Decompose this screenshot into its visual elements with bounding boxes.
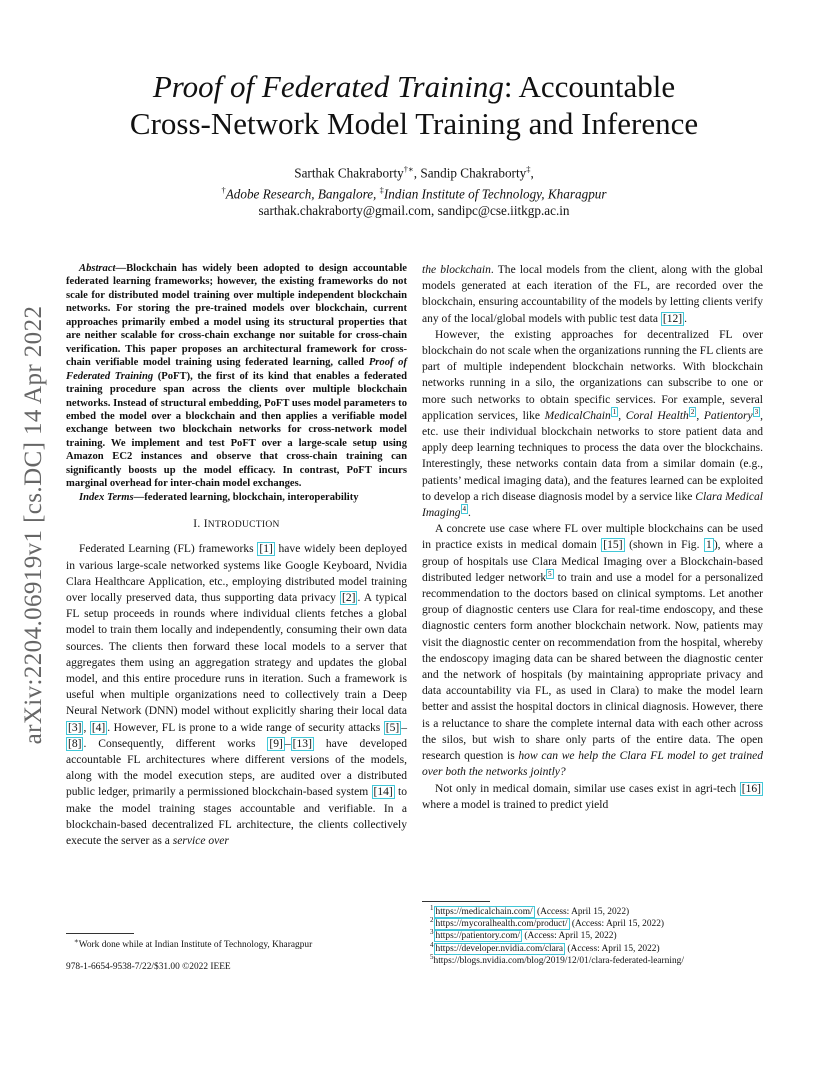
- text: –: [284, 737, 291, 750]
- footnote-url-link[interactable]: https://developer.nvidia.com/clara: [435, 943, 564, 954]
- left-column: [66, 262, 407, 849]
- citation-link[interactable]: [12]: [662, 312, 683, 325]
- text: –: [401, 721, 408, 734]
- title-rest: : Accountable: [503, 69, 676, 104]
- copyright-text: 978-1-6654-9538-7/22/$31.00 ©2022 IEEE: [66, 962, 231, 972]
- affiliation-2: Indian Institute of Technology, Kharagpur: [383, 186, 607, 202]
- abstract: [66, 262, 407, 491]
- footnote-mark: 4: [430, 940, 434, 949]
- citation-link[interactable]: [4]: [91, 721, 106, 734]
- footnote-url-link[interactable]: https://medicalchain.com/: [435, 907, 533, 917]
- footnote-url-link[interactable]: https://patientory.com/: [435, 931, 521, 942]
- copyright-notice: [66, 961, 406, 973]
- abstract-text-b: (PoFT), the first of its kind that enables a federated training procedure span across the clients over multiple blockchain networks. Instead of structural embedding, PoFT uses model parameters to embed the model over a blockchain and then applies a verifiable model exchange between two blockchain networks for cross-network model training. We implement and test PoFT over a large-scale setup using Amazon EC2 instances and observe that cross-chain training can significantly boosts up the model efficacy. In contrast, PoFT incurs marginal overhead for inter-chain model exchanges.: [66, 370, 407, 490]
- intro-paragraph-4: [422, 781, 763, 813]
- abstract-text-a: Blockchain has widely been adopted to design accountable federated learning frameworks; however, the existing frameworks do not scale for distributed model training over multiple independent blockchain networks. For storing the pre-trained models over blockchain, current approaches primarily embed a model using its structural properties that are neither scalable for cross-chain exchange nor suitable for cross-chain verification. This paper proposes an architectural framework for cross-chain verifiable model training using federated learning, called: [66, 263, 407, 369]
- footnote-mark: 1: [430, 903, 434, 912]
- citation-link[interactable]: [1]: [259, 543, 273, 556]
- text-italic: how can we help the Clara FL model to get trained over both the networks jointly?: [422, 750, 763, 779]
- footnote-item: [430, 952, 820, 967]
- author-1: Sarthak Chakraborty: [294, 165, 404, 181]
- text-italic: the blockchain: [422, 264, 491, 276]
- text: to train and use a model for a personalized recommendation to the doctors based on clinical symptoms. Let another group of diagnostic centers use Clara for real-time endoscopy, and these diagnostic centers form another blockchain network. Now, patients may visit the diagnostic center on recommendation from the hospital, whereby the endoscopy imaging data can be shared between the diagnostic center and the network of hospitals (by maintaining appropriate privacy and data accountability via FL, as used in Clara) to make the model learn better and assist the hospital doctors in clinical diagnosis. However, there is a reluctance to share the complete internal data with each other across the silos, but wish to share only parts of the entire data. The open research question is: [422, 571, 763, 763]
- author-block: [100, 161, 728, 219]
- footnote-text: Work done while at Indian Institute of Technology, Kharagpur: [78, 940, 313, 950]
- text: A concrete use case where FL over multiple blockchains can be used in practice exists in medical domain: [422, 523, 763, 552]
- footnote-item: [430, 930, 820, 942]
- author-1-marks: †∗: [403, 164, 414, 174]
- affiliations: [100, 182, 728, 203]
- footnote-note: (Access: April 15, 2022): [522, 931, 617, 942]
- footnote-link[interactable]: 3: [754, 407, 759, 416]
- footnotes-right: [430, 903, 820, 967]
- footnote-note: (Access: April 15, 2022): [565, 943, 660, 954]
- figure-link[interactable]: 1: [706, 539, 712, 552]
- text: ,: [618, 409, 626, 422]
- citation-link[interactable]: [3]: [68, 721, 82, 734]
- title-italic: Proof of Federated Training: [152, 69, 504, 104]
- text-italic: Clara Medical Imaging: [422, 490, 764, 520]
- text: However, the existing approaches for decentralized FL over blockchain do not scale when the organizations running the FL clients are part of multiple independent blockchain networks. With blockchain networks running in a silo, the organizations can subscribe to one or more such networks to obtain specific services. For example, several application services, like: [422, 328, 763, 422]
- footnote-link[interactable]: 5: [548, 570, 552, 579]
- author-names: [100, 161, 728, 182]
- index-terms-label: Index Terms: [79, 491, 134, 503]
- intro-paragraph-1: [66, 541, 407, 849]
- text: .: [468, 507, 471, 520]
- author-2: , Sandip Chakraborty: [413, 165, 527, 181]
- text: to make the model training stages accountable and verifiable. In a blockchain-based decentralized FL architecture, the clients collectively execute the server as a: [66, 786, 407, 848]
- citation-link[interactable]: [13]: [292, 737, 312, 750]
- footnote-url-link[interactable]: https://mycoralhealth.com/product/: [435, 919, 568, 930]
- section-numeral: I.: [193, 518, 204, 531]
- text: . The local models from the client, along with the global models generated at each iteration of the FL, are recorded over the blockchain, ensuring accountability of the models by letting clients verify any of the local/global models with public test data: [422, 264, 764, 325]
- text: . A typical FL setup proceeds in rounds where individual clients fetches a global model to train them locally and independently, consuming their own data sources. The clients then forward these local models to a server that aggregates them using an aggregation strategy and updates the global model, and this entire procedure runs in iteration. Such a framework is useful when multiple organizations need to collectively train a Deep Neural Network (DNN) model without explicitly sharing their local data: [66, 591, 407, 718]
- affiliation-1: Adobe Research, Bangalore,: [225, 186, 380, 202]
- author-2-marks: ‡: [526, 164, 531, 174]
- footnote-item: [430, 940, 820, 955]
- text: have developed accountable FL architectures where different versions of the models, along with the model execution steps, are audited over a distributed public ledger, primarily a permissioned blockchain-based system: [66, 737, 407, 799]
- index-terms: [66, 491, 407, 504]
- section-heading-introduction: [66, 516, 407, 533]
- abstract-label: Abstract: [79, 263, 116, 274]
- right-column: [422, 262, 763, 813]
- author-emails: sarthak.chakraborty@gmail.com, sandipc@cse.iitkgp.ac.in: [258, 202, 570, 218]
- footnote-note: (Access: April 15, 2022): [534, 907, 630, 917]
- footnote-link[interactable]: 2: [690, 407, 695, 416]
- text: where a model is trained to predict yield: [422, 798, 609, 811]
- citation-link[interactable]: [14]: [373, 786, 393, 799]
- footnote-rule-right: [422, 901, 490, 902]
- text-italic: Coral Health: [625, 409, 689, 422]
- intro-paragraph-cont: [422, 262, 763, 327]
- footnote-mark: 5: [430, 952, 434, 961]
- footnote-link[interactable]: 1: [612, 407, 617, 416]
- footnote-item: [430, 903, 820, 918]
- text: . However, FL is prone to a wide range of security attacks: [107, 721, 384, 734]
- footnote-left: [74, 936, 414, 951]
- aff-mark-1: †: [221, 184, 226, 195]
- text: Not only in medical domain, similar use cases exist in agri-tech: [435, 782, 740, 795]
- text: ,: [83, 721, 90, 734]
- text: . Consequently, different works: [83, 737, 268, 750]
- citation-link[interactable]: [2]: [342, 591, 356, 604]
- footnote-mark: 3: [430, 928, 434, 937]
- citation-link[interactable]: [9]: [269, 737, 283, 750]
- citation-link[interactable]: [15]: [603, 539, 623, 552]
- intro-paragraph-3: [422, 521, 763, 780]
- abstract-italic: Proof of Federated Training: [66, 357, 407, 382]
- title-line2: Cross-Network Model Training and Inference: [129, 106, 699, 141]
- footnote-url-link[interactable]: https://blogs.nvidia.com/blog/2019/12/01/clara-federated-learning/: [433, 955, 684, 966]
- text: ,: [696, 409, 704, 422]
- text: , etc. use their individual blockchain networks to store patient data and apply deep learning techniques to process the data over the blockchains. Interestingly, these networks contain data from a similar domain (e.g., patients’ medical imaging data), and the features learned can be exploited to develop a rich disease diagnosis model by a service like: [422, 409, 764, 503]
- text-italic: MedicalChain: [544, 409, 611, 422]
- footnote-item: [430, 918, 820, 930]
- citation-link[interactable]: [8]: [68, 737, 82, 750]
- intro-paragraph-2: [422, 327, 763, 521]
- text-italic: Patientory: [703, 409, 753, 422]
- aff-mark-2: ‡: [379, 184, 384, 195]
- footnote-mark: ∗: [74, 936, 79, 945]
- footnote-rule-left: [66, 933, 134, 934]
- footnote-link[interactable]: 4: [462, 505, 466, 514]
- section-rest: NTRODUCTION: [207, 520, 280, 531]
- paper-title: [70, 68, 758, 142]
- abstract-dash: —: [115, 263, 127, 274]
- text: .: [684, 312, 688, 325]
- arxiv-identifier: [12, 290, 56, 760]
- section-cap: I: [203, 518, 208, 531]
- citation-link[interactable]: [5]: [385, 721, 400, 734]
- citation-link[interactable]: [16]: [741, 782, 761, 795]
- footnote-note: (Access: April 15, 2022): [569, 919, 665, 930]
- index-terms-text: —federated learning, blockchain, interoperability: [133, 491, 359, 503]
- arxiv-identifier-text: arXiv:2204.06919v1 [cs.DC] 14 Apr 2022: [20, 305, 47, 745]
- author-comma: ,: [530, 165, 534, 181]
- text: (shown in Fig.: [624, 539, 705, 552]
- text-italic: service over: [172, 835, 229, 848]
- text: have widely been deployed in various large-scale networked systems like Google Keyboard, Nvidia Clara Healthcare Application, etc., employing distributed model training over locally preserved data, thus supporting data privacy: [66, 543, 407, 604]
- text: Federated Learning (FL) frameworks: [79, 543, 258, 556]
- footnote-mark: 2: [430, 916, 434, 925]
- text: ), where a group of hospitals use Clara Medical Imaging over a Blockchain-based distributed ledger network: [422, 539, 763, 584]
